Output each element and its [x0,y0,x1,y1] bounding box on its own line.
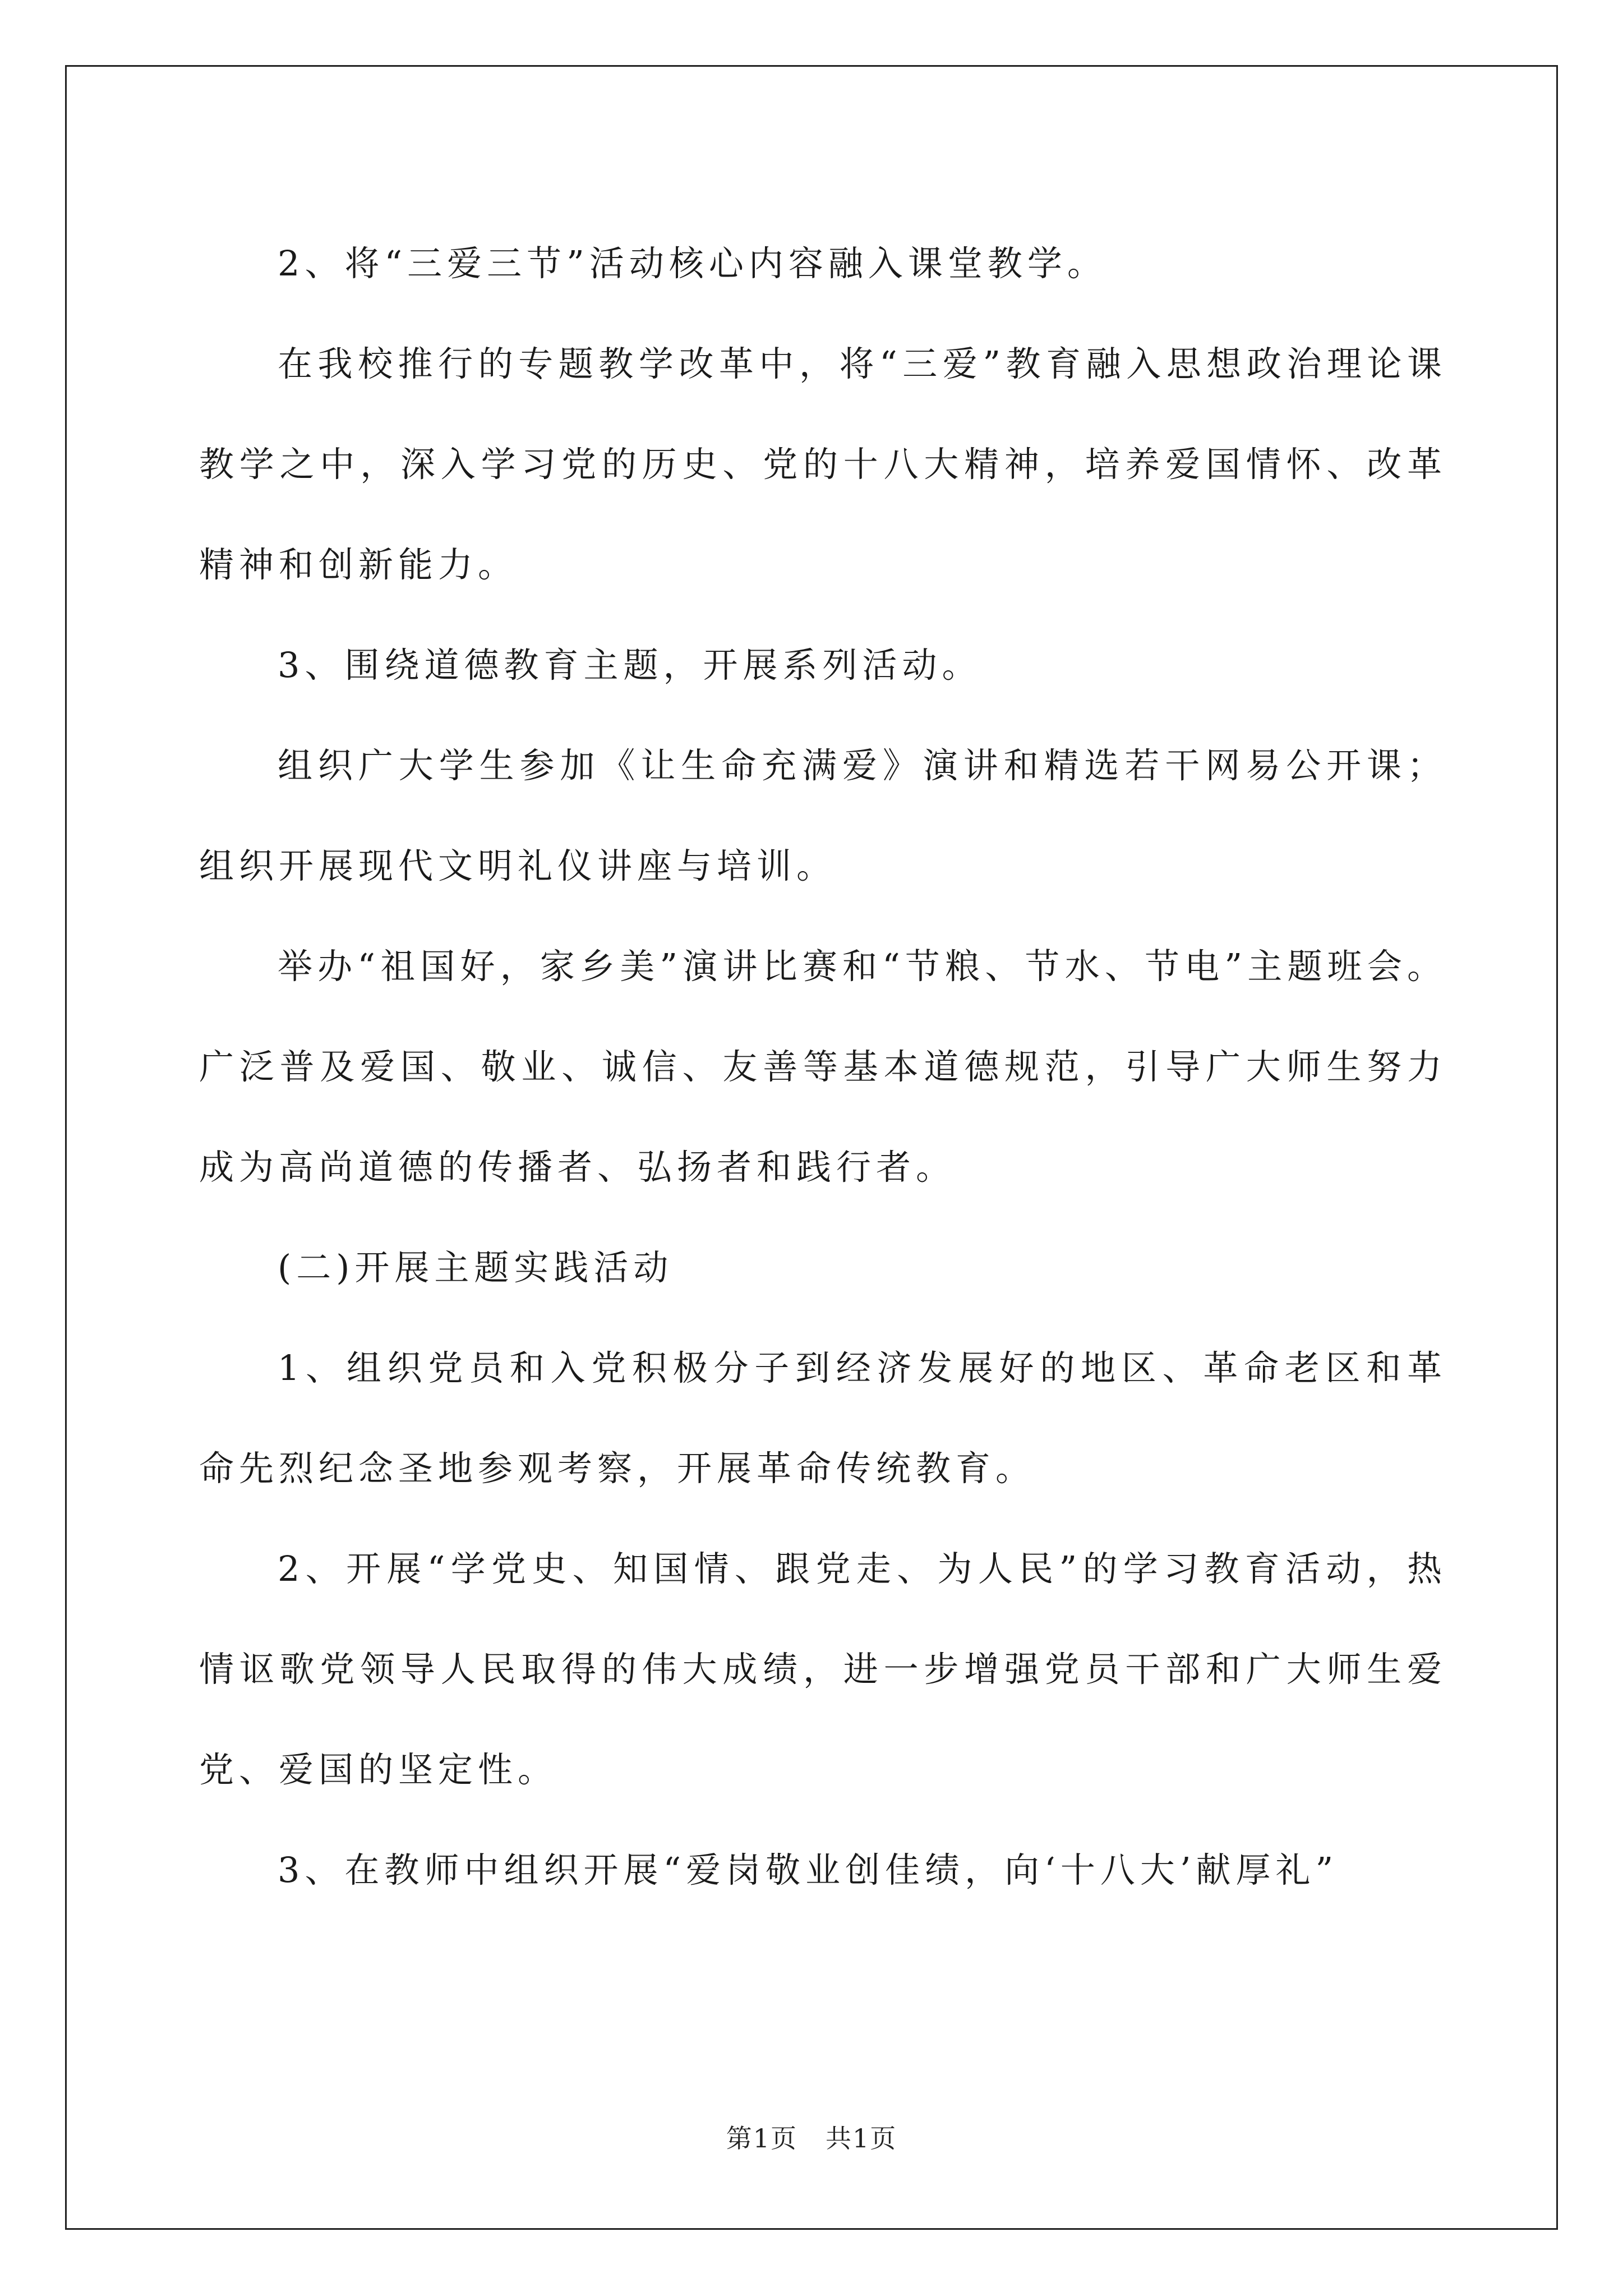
paragraph: 组织广大学生参加《让生命充满爱》演讲和精选若干网易公开课；组织开展现代文明礼仪讲座与培训。 [199,745,1447,886]
paragraph: 1、组织党员和入党积极分子到经济发展好的地区、革命老区和革命先烈纪念圣地参观考察，开展革命传统教育。 [199,1347,1447,1489]
document-body [199,213,1447,1920]
paragraph: 在我校推行的专题教学改革中，将“三爱”教育融入思想政治理论课教学之中，深入学习党的历史、党的十八大精神，培养爱国情怀、改革精神和创新能力。 [199,343,1447,585]
page-total: 共1页 [826,2123,897,2154]
paragraph: 3、在教师中组织开展“爱岗敬业创佳绩，向‘十八大’献厚礼” [278,1849,1339,1890]
paragraph: 2、开展“学党史、知国情、跟党走、为人民”的学习教育活动，热情讴歌党领导人民取得的伟大成绩，进一步增强党员干部和广大师生爱党、爱国的坚定性。 [199,1548,1447,1790]
page-number: 第1页 [726,2123,797,2154]
paragraph: 举办“祖国好，家乡美”演讲比赛和“节粮、节水、节电”主题班会。广泛普及爱国、敬业、诚信、友善等基本道德规范，引导广大师生努力成为高尚道德的传播者、弘扬者和践行者。 [199,946,1447,1188]
page-footer [0,2118,1623,2155]
section-heading: (二)开展主题实践活动 [278,1247,674,1288]
paragraph: 3、围绕道德教育主题，开展系列活动。 [278,645,982,685]
paragraph: 2、将“三爱三节”活动核心内容融入课堂教学。 [278,243,1107,284]
